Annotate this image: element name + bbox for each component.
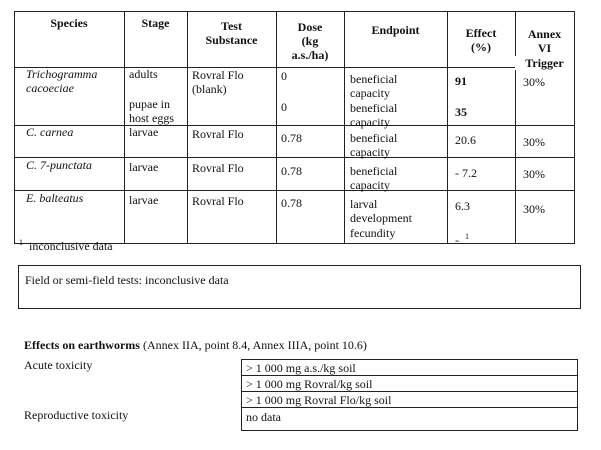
row2-trigger: 30% <box>523 135 545 149</box>
row3-endpoint-line2: capacity <box>350 178 390 192</box>
row1-endpoint-a-line2: capacity <box>350 86 390 100</box>
row4-dose: 0.78 <box>281 196 302 210</box>
row4-trigger: 30% <box>523 202 545 216</box>
header-annex-line2: VI <box>537 41 552 55</box>
row2-stage: larvae <box>129 125 159 139</box>
row1-species-line2: cacoeciae <box>26 81 74 95</box>
field-tests-box <box>18 265 581 309</box>
row4-substance: Rovral Flo <box>192 194 244 208</box>
row2-endpoint-line1: beneficial <box>350 131 398 145</box>
row1-dose-a: 0 <box>281 69 287 83</box>
row3-effect: - 7.2 <box>455 166 477 180</box>
acute-value-rovral: > 1 000 mg Rovral/kg soil <box>246 377 373 391</box>
header-stage: Stage <box>141 16 170 30</box>
header-annex-line3: Trigger <box>515 56 574 70</box>
row1-stage-a: adults <box>129 67 158 81</box>
earthworms-heading-title: Effects on earthworms <box>24 338 140 352</box>
row2-endpoint-line2: capacity <box>350 145 390 159</box>
row1-stage-b-line2: host eggs <box>129 111 174 125</box>
acute-value-rovral-flo: > 1 000 mg Rovral Flo/kg soil <box>246 393 392 407</box>
row3-species: C. 7-punctata <box>26 158 92 172</box>
header-species: Species <box>50 16 88 30</box>
acute-toxicity-label: Acute toxicity <box>24 358 93 372</box>
row2-effect: 20.6 <box>455 133 476 147</box>
row1-species-line1: Trichogramma <box>26 67 98 81</box>
row1-dose-b: 0 <box>281 100 287 114</box>
header-test-substance-line1: Test <box>221 19 242 33</box>
header-dose-line2: (kg <box>301 34 319 48</box>
row2-substance: Rovral Flo <box>192 127 244 141</box>
row4-effect-b-value: - <box>455 233 459 247</box>
field-tests-text: Field or semi-field tests: inconclusive data <box>25 273 229 287</box>
reproductive-toxicity-label: Reproductive toxicity <box>24 408 129 422</box>
reproductive-toxicity-box <box>241 407 578 431</box>
footnote-text: inconclusive data <box>29 239 113 253</box>
header-annex-line1: Annex <box>527 27 562 41</box>
row1-stage-b-line1: pupae in <box>129 97 170 111</box>
row1-trigger: 30% <box>523 75 545 89</box>
row4-endpoint-line2: development <box>350 211 412 225</box>
header-dose-line1: Dose <box>297 20 323 34</box>
table-footnote <box>19 236 113 253</box>
row3-substance: Rovral Flo <box>192 161 244 175</box>
row4-stage: larvae <box>129 193 159 207</box>
row4-effect-b-footnote-marker: 1 <box>465 232 469 241</box>
row4-species: E. balteatus <box>26 191 84 205</box>
row1-effect-b: 35 <box>455 105 467 119</box>
row4-endpoint-line3: fecundity <box>350 226 396 240</box>
reproductive-toxicity-value: no data <box>246 410 281 424</box>
row4-effect-a: 6.3 <box>455 199 470 213</box>
header-test-substance-line2: Substance <box>205 33 258 47</box>
row2-dose: 0.78 <box>281 131 302 145</box>
row3-endpoint-line1: beneficial <box>350 164 398 178</box>
acute-value-as: > 1 000 mg a.s./kg soil <box>246 361 356 375</box>
earthworms-heading-reference: (Annex IIA, point 8.4, Annex IIIA, point 10.6) <box>142 338 367 352</box>
row4-effect-b <box>455 230 469 247</box>
earthworms-heading <box>24 338 367 352</box>
header-effect-line2: (%) <box>471 40 491 54</box>
footnote-marker: 1 <box>19 238 23 247</box>
row2-species: C. carnea <box>26 125 74 139</box>
row3-dose: 0.78 <box>281 164 302 178</box>
header-dose-line3: a.s./ha) <box>291 48 329 62</box>
row3-stage: larvae <box>129 160 159 174</box>
row1-substance-line1: Rovral Flo <box>192 68 244 82</box>
row1-endpoint-b-line2: capacity <box>350 115 390 129</box>
header-endpoint: Endpoint <box>371 23 420 37</box>
header-effect-line1: Effect <box>465 26 497 40</box>
row3-trigger: 30% <box>523 167 545 181</box>
row4-endpoint-line1: larval <box>350 197 378 211</box>
row1-endpoint-b-line1: beneficial <box>350 101 398 115</box>
row1-substance-line2: (blank) <box>192 82 227 96</box>
row1-effect-a: 91 <box>455 74 467 88</box>
row1-endpoint-a-line1: beneficial <box>350 72 398 86</box>
